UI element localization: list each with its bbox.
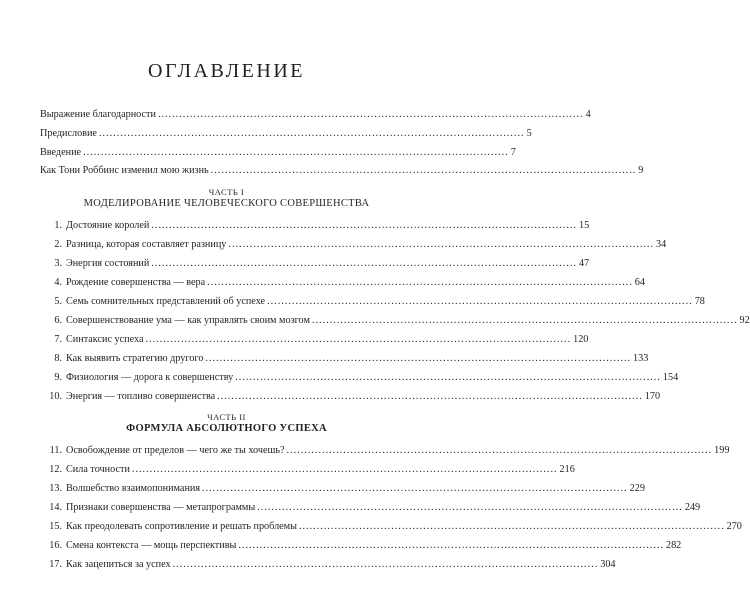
chapter-title: Как зацепиться за успех <box>66 559 171 570</box>
chapter-number: 5. <box>54 296 62 307</box>
part-1-title: МОДЕЛИРОВАНИЕ ЧЕЛОВЕЧЕСКОГО СОВЕРШЕНСТВА <box>83 198 370 209</box>
toc-entry <box>0 126 532 142</box>
dot-leader: ........................................................................................................................ <box>131 464 558 475</box>
dot-leader: ........................................................................................................................ <box>298 521 725 532</box>
chapter-title: Разница, которая составляет разницу <box>66 239 227 250</box>
part-1-label: ЧАСТЬ I <box>208 187 245 197</box>
chapter-title: Синтаксис успеха <box>66 334 144 345</box>
chapter-number: 6. <box>54 315 62 326</box>
toc-entry-title: Предисловие <box>40 128 97 139</box>
toc-chapter <box>0 294 705 310</box>
chapter-page: 15 <box>578 220 590 231</box>
toc-chapter <box>0 370 679 386</box>
toc-chapter <box>0 313 750 329</box>
dot-leader: ........................................................................................................................ <box>151 220 577 231</box>
chapter-number: 10. <box>49 391 62 402</box>
dot-leader: ........................................................................................................................ <box>172 559 599 570</box>
chapter-number: 1. <box>54 220 62 231</box>
chapter-number: 8. <box>54 353 62 364</box>
toc-chapter <box>0 538 682 554</box>
toc-entry <box>0 107 591 123</box>
chapter-page: 229 <box>629 483 645 494</box>
toc-chapter <box>0 237 667 253</box>
chapter-title: Рождение совершенства — вера <box>66 277 206 288</box>
toc-entry <box>0 145 516 161</box>
chapter-title: Совершенствование ума — как управлять своим мозгом <box>66 315 310 326</box>
chapter-page: 64 <box>634 277 645 288</box>
dot-leader: ........................................................................................................................ <box>238 540 664 551</box>
chapter-title: Признаки совершенства — метапрограммы <box>66 502 256 513</box>
chapter-title: Энергия — топливо совершенства <box>66 391 216 402</box>
dot-leader: ........................................................................................................................ <box>202 483 628 494</box>
toc-chapter <box>0 500 701 516</box>
dot-leader: ........................................................................................................................ <box>217 391 643 402</box>
toc-chapter <box>0 256 590 272</box>
toc-entry-page: 5 <box>526 128 532 139</box>
toc-chapter <box>0 557 616 573</box>
part-2-title: ФОРМУЛА АБСОЛЮТНОГО УСПЕХА <box>126 423 327 434</box>
chapter-page: 78 <box>694 296 705 307</box>
toc-entry <box>0 163 644 179</box>
toc-entry-title: Как Тони Роббинс изменил мою жизнь <box>40 165 209 176</box>
chapter-title: Достояние королей <box>66 220 150 231</box>
toc-chapter <box>0 462 575 478</box>
chapter-number: 3. <box>54 258 62 269</box>
dot-leader: ........................................................................................................................ <box>98 128 525 139</box>
dot-leader: ........................................................................................................................ <box>228 239 655 250</box>
chapter-number: 9. <box>54 372 62 383</box>
dot-leader: ........................................................................................................................ <box>210 165 637 176</box>
chapter-number: 2. <box>54 239 62 250</box>
toc-chapter <box>0 351 649 367</box>
toc-chapter <box>0 275 645 291</box>
chapter-title: Волшебство взаимопонимания <box>66 483 201 494</box>
dot-leader: ........................................................................................................................ <box>157 109 584 120</box>
chapter-page: 120 <box>573 334 589 345</box>
chapter-page: 92 <box>739 315 750 326</box>
chapter-title: Смена контекста — мощь перспективы <box>66 540 237 551</box>
chapter-number: 17. <box>49 559 62 570</box>
chapter-page: 216 <box>559 464 575 475</box>
chapter-title: Как выявить стратегию другого <box>66 353 204 364</box>
chapter-page: 249 <box>684 502 701 513</box>
chapter-number: 14. <box>49 502 62 513</box>
chapter-title: Сила точности <box>66 464 130 475</box>
chapter-page: 34 <box>656 239 667 250</box>
toc-chapter <box>0 519 742 535</box>
toc-entry-page: 7 <box>510 147 516 158</box>
toc-chapter <box>0 332 589 348</box>
dot-leader: ........................................................................................................................ <box>83 147 509 158</box>
chapter-page: 154 <box>662 372 679 383</box>
toc-chapter <box>0 481 645 497</box>
dot-leader: ........................................................................................................................ <box>145 334 572 345</box>
toc-entry-page: 4 <box>585 109 591 120</box>
chapter-page: 304 <box>600 559 616 570</box>
dot-leader: ........................................................................................................................ <box>205 353 632 364</box>
chapter-page: 133 <box>633 353 649 364</box>
dot-leader: ........................................................................................................................ <box>151 258 577 269</box>
dot-leader: ........................................................................................................................ <box>207 277 633 288</box>
chapter-title: Физиология — дорога к совершенству <box>66 372 234 383</box>
chapter-title: Освобождение от пределов — чего же ты хочешь? <box>66 445 285 456</box>
chapter-number: 12. <box>49 464 62 475</box>
chapter-page: 270 <box>726 521 742 532</box>
chapter-page: 170 <box>644 391 661 402</box>
chapter-page: 282 <box>665 540 682 551</box>
toc-chapter <box>0 443 730 459</box>
page-title: ОГЛАВЛЕНИЕ <box>148 60 305 82</box>
dot-leader: ........................................................................................................................ <box>257 502 683 513</box>
dot-leader: ........................................................................................................................ <box>235 372 661 383</box>
chapter-number: 7. <box>54 334 62 345</box>
chapter-page: 47 <box>578 258 590 269</box>
toc-chapter <box>0 218 590 234</box>
chapter-number: 15. <box>49 521 62 532</box>
toc-entry-title: Выражение благодарности <box>40 109 156 120</box>
toc-chapter <box>0 389 661 405</box>
chapter-number: 11. <box>49 445 62 456</box>
dot-leader: ........................................................................................................................ <box>311 315 738 326</box>
toc-entry-page: 9 <box>638 165 644 176</box>
toc-entry-title: Введение <box>40 147 82 158</box>
chapter-number: 4. <box>54 277 62 288</box>
dot-leader: ........................................................................................................................ <box>286 445 713 456</box>
chapter-page: 199 <box>714 445 730 456</box>
chapter-title: Семь сомнительных представлений об успехе <box>66 296 266 307</box>
chapter-title: Энергия состояний <box>66 258 150 269</box>
chapter-number: 16. <box>49 540 62 551</box>
part-2-label: ЧАСТЬ II <box>207 412 246 422</box>
chapter-title: Как преодолевать сопротивление и решать проблемы <box>66 521 297 532</box>
chapter-number: 13. <box>49 483 62 494</box>
dot-leader: ........................................................................................................................ <box>267 296 693 307</box>
